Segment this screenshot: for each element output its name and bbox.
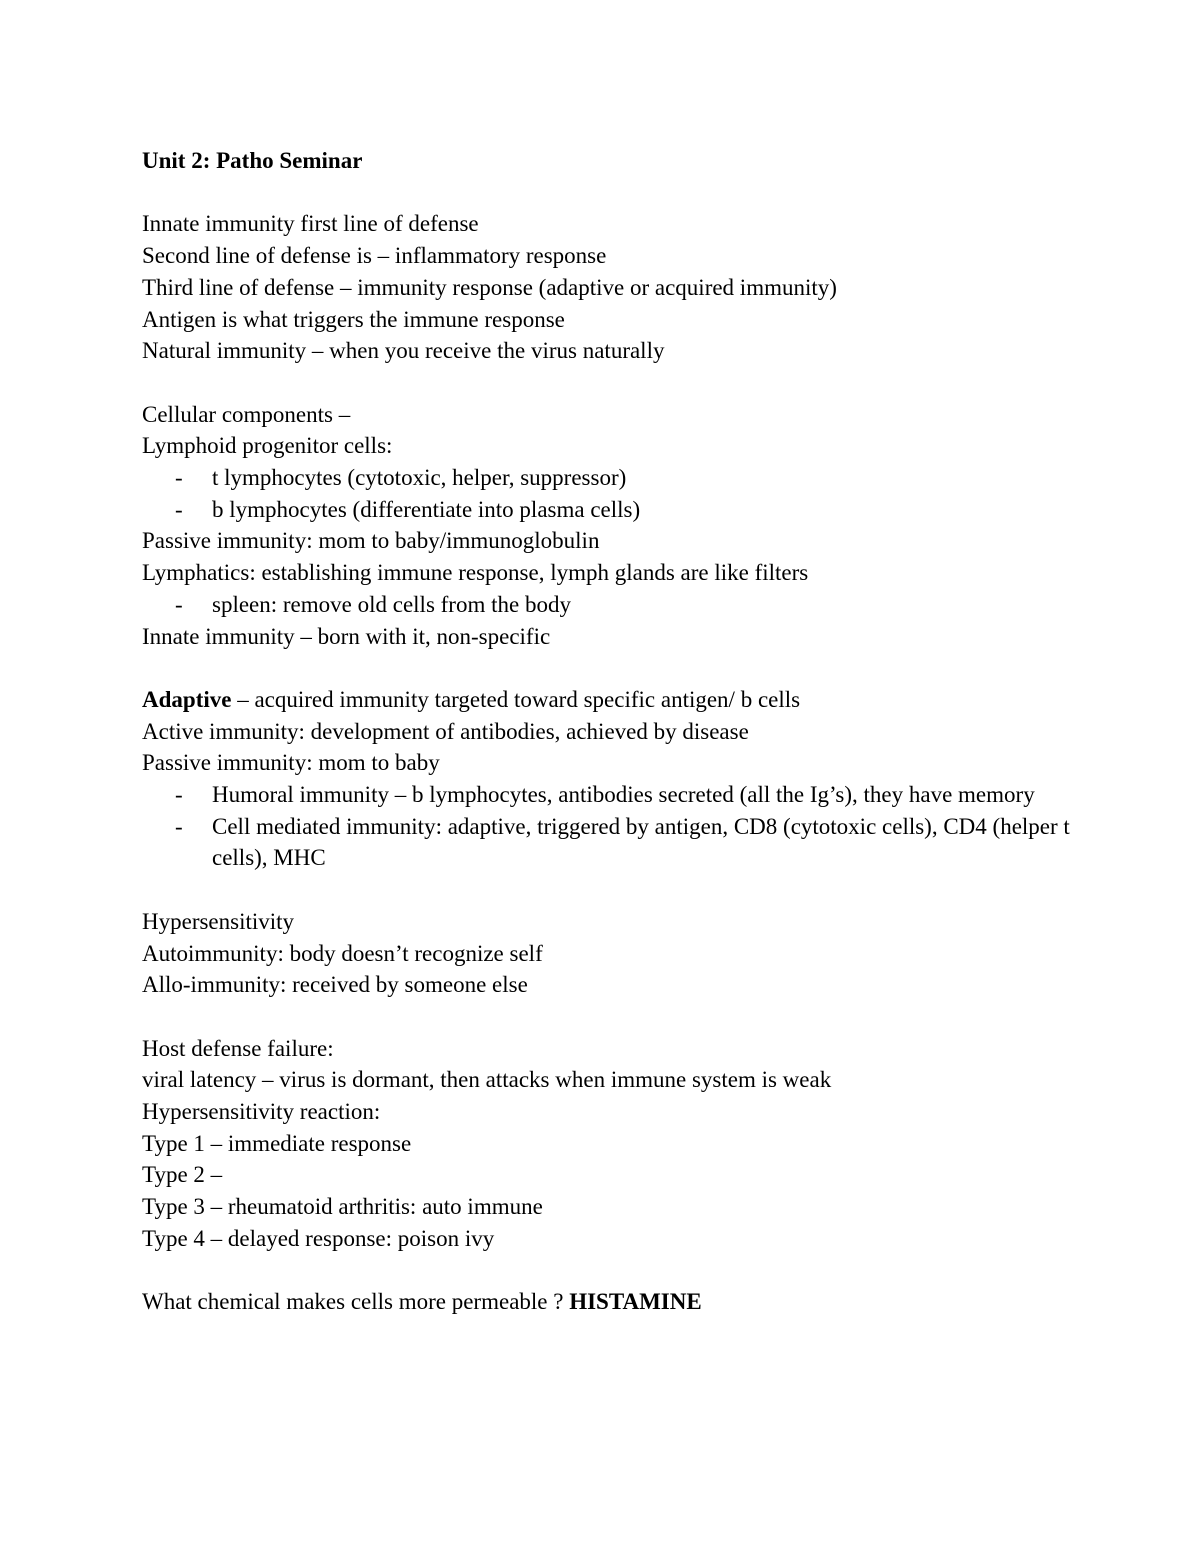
adaptive-label: Adaptive <box>142 686 232 712</box>
adaptive-line <box>142 684 1102 716</box>
document-title: Unit 2: Patho Seminar <box>142 148 363 173</box>
text-line: Hypersensitivity <box>142 908 295 934</box>
bullet-item <box>142 494 1102 526</box>
question-text: What chemical makes cells more permeable ? <box>142 1289 570 1315</box>
text-line: Autoimmunity: body doesn’t recognize self <box>142 940 543 966</box>
bullet-text: b lymphocytes (differentiate into plasma cells) <box>212 496 641 522</box>
text-line: Passive immunity: mom to baby/immunoglobulin <box>142 528 600 554</box>
bullet-item <box>142 779 1102 811</box>
spacer <box>142 1001 1102 1033</box>
bullet-dash: - <box>175 813 183 839</box>
bullet-dash: - <box>175 782 183 808</box>
bullet-dash: - <box>175 591 183 617</box>
text-line: Third line of defense – immunity response (adaptive or acquired immunity) <box>142 274 837 300</box>
bullet-text: Cell mediated immunity: adaptive, triggered by antigen, CD8 (cytotoxic cells), CD4 (helper t cells), MHC <box>212 813 1070 871</box>
text-line: Innate immunity first line of defense <box>142 211 479 237</box>
document-page <box>142 145 1102 1318</box>
text-line: Lymphatics: establishing immune response, lymph glands are like filters <box>142 560 809 586</box>
bullet-dash: - <box>175 465 183 490</box>
text-line: Hypersensitivity reaction: <box>142 1099 381 1125</box>
bullet-dash: - <box>175 496 183 522</box>
spacer <box>142 367 1102 399</box>
text-line: Lymphoid progenitor cells: <box>142 433 393 459</box>
spacer <box>142 1255 1102 1287</box>
text-line: Passive immunity: mom to baby <box>142 750 440 776</box>
bullet-item <box>142 462 1102 494</box>
bullet-item <box>142 811 1102 874</box>
spacer <box>142 652 1102 684</box>
text-line: Antigen is what triggers the immune response <box>142 306 565 332</box>
text-line: Natural immunity – when you receive the virus naturally <box>142 338 665 364</box>
text-line: Cellular components – <box>142 401 351 427</box>
question-answer: HISTAMINE <box>569 1289 702 1315</box>
text-line: Second line of defense is – inflammatory response <box>142 243 607 269</box>
text-line: Allo-immunity: received by someone else <box>142 972 528 998</box>
bullet-item <box>142 589 1102 621</box>
text-line: viral latency – virus is dormant, then attacks when immune system is weak <box>142 1067 832 1093</box>
text-line: Active immunity: development of antibodies, achieved by disease <box>142 718 749 744</box>
bullet-text: t lymphocytes (cytotoxic, helper, suppressor) <box>212 465 627 490</box>
adaptive-text: – acquired immunity targeted toward specific antigen/ b cells <box>231 686 801 712</box>
text-line: Type 3 – rheumatoid arthritis: auto immune <box>142 1194 543 1220</box>
question-line <box>142 1286 1102 1318</box>
text-line: Type 2 – <box>142 1162 223 1188</box>
spacer <box>142 177 1102 209</box>
text-line: Innate immunity – born with it, non-specific <box>142 623 551 649</box>
bullet-text: spleen: remove old cells from the body <box>212 591 571 617</box>
spacer <box>142 874 1102 906</box>
text-line: Host defense failure: <box>142 1035 334 1061</box>
text-line: Type 4 – delayed response: poison ivy <box>142 1225 495 1251</box>
bullet-text: Humoral immunity – b lymphocytes, antibodies secreted (all the Ig’s), they have memory <box>212 782 1035 808</box>
text-line: Type 1 – immediate response <box>142 1130 412 1156</box>
